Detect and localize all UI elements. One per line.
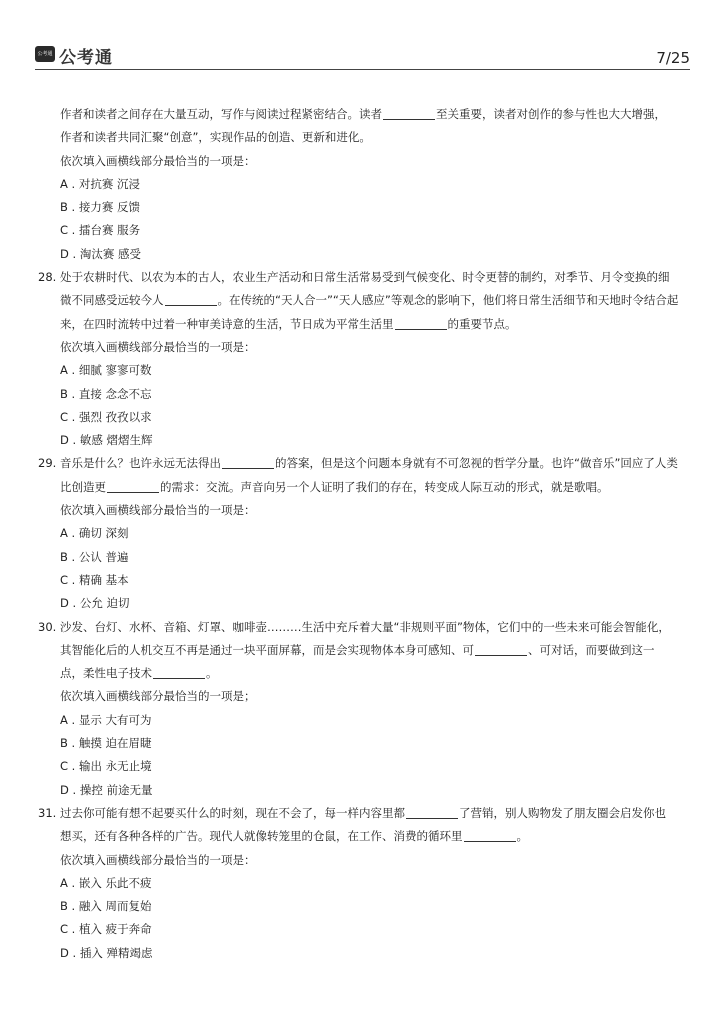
q29-option-b: B . 公认 普遍 [60, 549, 129, 564]
q29-option-c: C . 精确 基本 [60, 572, 129, 587]
brand-name: 公考通 [59, 48, 113, 68]
question-number: 29. [38, 456, 57, 471]
q30-text-line: 30. 沙发、台灯、水杯、音箱、灯罩、咖啡壶………生活中充斥着大量“非规则平面”物体，它们中的一些未来可能会智能化， [38, 616, 690, 639]
q28-option-b: B . 直接 念念不忘 [60, 386, 152, 401]
q27-option-c: C . 擂台赛 服务 [60, 223, 141, 238]
q28-text-line: 来，在四时流转中过着一种审美诗意的生活，节日成为平常生活里 的重要节点。 [60, 316, 517, 331]
q28-option-c: C . 强烈 孜孜以求 [60, 409, 152, 424]
question-number: 28. [38, 270, 57, 285]
logo-icon: 公考通 [35, 46, 55, 62]
question-number: 30. [38, 619, 57, 634]
answer-blank [464, 829, 516, 842]
q30-option-a: A . 显示 大有可为 [60, 712, 152, 727]
q31-prompt: 依次填入画横线部分最恰当的一项是： [60, 852, 256, 867]
q30-text-line: 其智能化后的人机交互不再是通过一块平面屏幕，而是会实现物体本身可感知、可 、可对话，而要做到这一 [60, 642, 655, 657]
question-number: 31. [38, 805, 57, 820]
q30-prompt: 依次填入画横线部分最恰当的一项是； [60, 689, 256, 704]
q27-option-b: B . 接力赛 反馈 [60, 200, 141, 215]
document-body [38, 103, 690, 965]
answer-blank [165, 293, 217, 306]
q28-text-line: 28. 处于农耕时代、以农为本的古人，农业生产活动和日常生活常易受到气候变化、时令更替的制约，对季节、月令变换的细 [38, 266, 690, 289]
q29-option-a: A . 确切 深刻 [60, 526, 129, 541]
q27-prompt: 依次填入画横线部分最恰当的一项是： [60, 153, 256, 168]
q30-option-c: C . 输出 永无止境 [60, 759, 152, 774]
answer-blank [406, 806, 458, 819]
q31-option-c: C . 植入 疲于奔命 [60, 922, 152, 937]
answer-blank [222, 456, 274, 469]
page-header [35, 40, 690, 70]
q27-option-a: A . 对抗赛 沉浸 [60, 176, 140, 191]
q28-text-line: 微不同感受远较今人 。在传统的“天人合一”“天人感应”等观念的影响下，他们将日常生活细节和天地时令结合起 [60, 293, 679, 308]
q31-option-a: A . 嵌入 乐此不疲 [60, 875, 152, 890]
q29-text-line: 29. 音乐是什么？也许永远无法得出 的答案，但是这个问题本身就有不可忽视的哲学分量。也许“做音乐”回应了人类 [38, 452, 690, 475]
q27-text-line: 作者和读者共同汇聚“创意”，实现作品的创造、更新和进化。 [60, 130, 371, 145]
answer-blank [475, 643, 527, 656]
q31-option-b: B . 融入 周而复始 [60, 899, 152, 914]
q27-text-line: 作者和读者之间存在大量互动，写作与阅读过程紧密结合。读者 至关重要，读者对创作的参与性也大大增强， [60, 107, 666, 121]
q31-text-line: 31. 过去你可能有想不起要买什么的时刻，现在不会了，每一样内容里都 了营销，别人购物发了朋友圈会启发你也 [38, 802, 690, 825]
q30-option-b: B . 触摸 迫在眉睫 [60, 736, 152, 751]
answer-blank [395, 317, 447, 330]
q28-option-a: A . 细腻 寥寥可数 [60, 363, 152, 378]
q30-text-line: 点，柔性电子技术 。 [60, 666, 218, 681]
answer-blank [107, 480, 159, 493]
q31-option-d: D . 插入 殚精竭虑 [60, 945, 153, 960]
answer-blank [383, 107, 435, 120]
q29-prompt: 依次填入画横线部分最恰当的一项是： [60, 503, 256, 518]
q28-option-d: D . 敏感 熠熠生辉 [60, 433, 153, 448]
q28-prompt: 依次填入画横线部分最恰当的一项是： [60, 339, 256, 354]
q31-text-line: 想买，还有各种各样的广告。现代人就像转笼里的仓鼠，在工作、消费的循环里 。 [60, 829, 528, 844]
page-number: 7/25 [656, 49, 690, 67]
answer-blank [153, 666, 205, 679]
q29-option-d: D . 公允 迫切 [60, 596, 130, 611]
q27-option-d: D . 淘汰赛 感受 [60, 246, 141, 261]
q30-option-d: D . 操控 前途无量 [60, 782, 153, 797]
q29-text-line: 比创造更 的需求：交流。声音向另一个人证明了我们的存在，转变成人际互动的形式，就是歌唱。 [60, 479, 609, 494]
